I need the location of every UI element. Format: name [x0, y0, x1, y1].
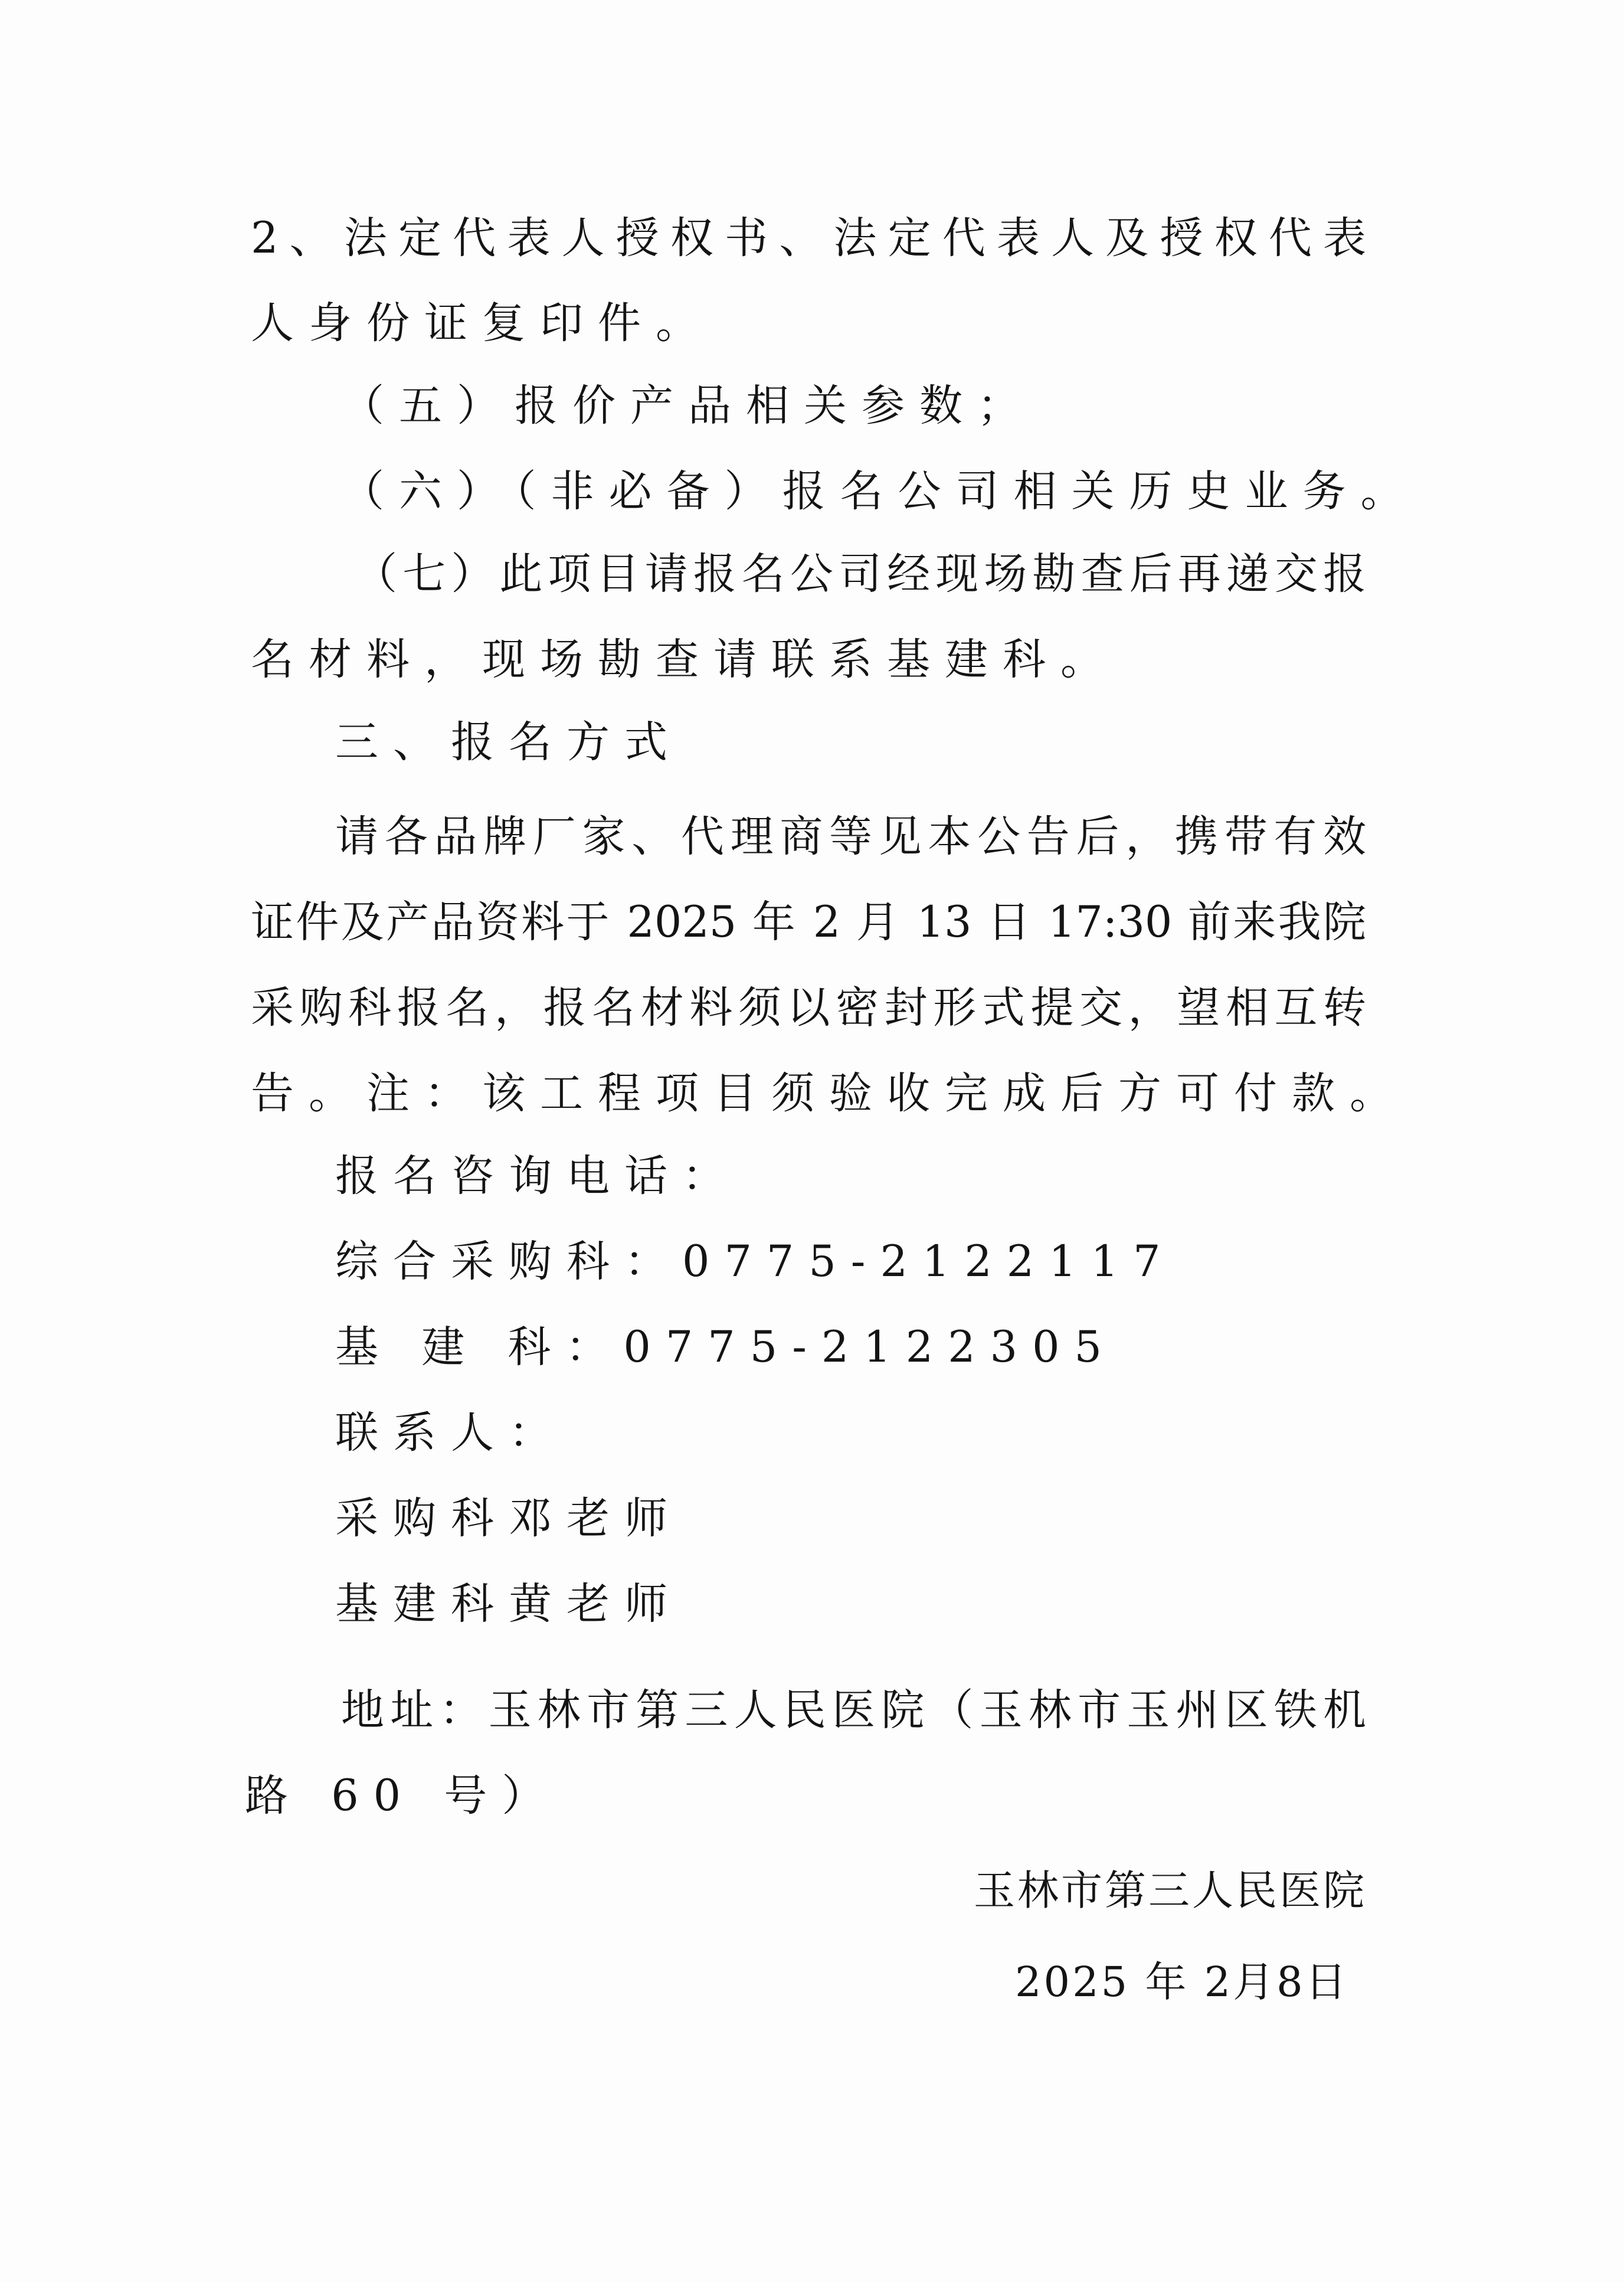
address-line-1 — [341, 1682, 1366, 1739]
phone-procurement: 综合采购科：0775-2122117 — [335, 1237, 1176, 1287]
contact-heading: 联系人： — [335, 1408, 567, 1458]
contact-huang: 基建科黄老师 — [335, 1579, 682, 1629]
signup-body-line-1 — [335, 809, 1366, 865]
item-7-line-1 — [354, 546, 1366, 603]
signature-organization: 玉林市第三人民医院 — [974, 1866, 1367, 1915]
item-2-line-2: 人身份证复印件。 — [251, 298, 713, 348]
address-line-1-text: 地址：玉林市第三人民医院（玉林市玉州区铁机 — [341, 1685, 1366, 1735]
item-2-line-1 — [251, 210, 1366, 267]
signup-body-line-3-text: 采购科报名，报名材料须以密封形式提交，望相互转 — [251, 983, 1366, 1033]
signature-date: 2025 年 2月8日 — [1015, 1958, 1349, 2006]
item-7-line-1-text: （七）此项目请报名公司经现场勘查后再递交报 — [354, 549, 1366, 599]
contact-deng: 采购科邓老师 — [335, 1493, 682, 1543]
signup-body-line-4: 告。注：该工程项目须验收完成后方可付款。 — [251, 1068, 1407, 1118]
section-3-heading: 三、报名方式 — [335, 717, 682, 767]
phone-construction: 基 建 科：0775-2122305 — [335, 1322, 1116, 1372]
item-5: （五）报价产品相关参数； — [341, 381, 1035, 431]
signup-body-line-3 — [251, 980, 1366, 1036]
signup-body-line-2-text: 证件及产品资料于 2025 年 2 月 13 日 17:30 前来我院 — [251, 897, 1366, 947]
signup-body-line-2 — [251, 894, 1366, 951]
item-7-line-2: 名材料，现场勘查请联系基建科。 — [251, 634, 1118, 685]
signup-body-line-1-text: 请各品牌厂家、代理商等见本公告后，携带有效 — [335, 812, 1366, 862]
item-2-line-1-text: 2、法定代表人授权书、法定代表人及授权代表 — [251, 213, 1366, 263]
address-line-2: 路 60 号） — [245, 1771, 560, 1821]
phone-heading: 报名咨询电话： — [335, 1151, 740, 1201]
item-6: （六）（非必备）报名公司相关历史业务。 — [341, 466, 1419, 516]
